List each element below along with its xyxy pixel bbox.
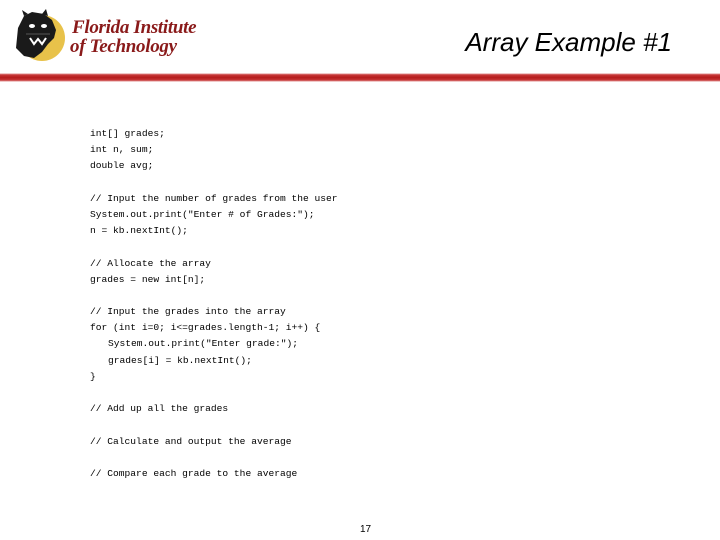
header-divider [0,73,720,82]
blank-line [90,288,338,304]
blank-line [90,450,338,466]
code-line: double avg; [90,160,154,172]
blank-line [90,385,338,401]
code-line: n = kb.nextInt(); [90,225,188,237]
code-block [90,126,338,482]
code-line: System.out.print("Enter # of Grades:"); [90,208,315,220]
code-line: int[] grades; [90,128,165,139]
blank-line [90,239,338,255]
logo-text-line2: of Technology [70,36,177,57]
code-comment: // Input the number of grades from the user [90,192,338,204]
university-logo [12,8,212,68]
logo-text-line1: Florida Institute [72,17,197,38]
code-comment: // Compare each grade to the average [90,467,298,479]
code-line: int n, sum; [90,144,154,156]
panther-logo-icon [12,8,68,64]
code-comment: // Calculate and output the average [90,435,292,447]
code-line: } [90,370,96,382]
page-number: 17 [360,524,372,535]
slide-title: Array Example #1 [465,27,672,57]
code-line: grades = new int[n]; [90,273,206,285]
blank-line [90,175,338,191]
code-comment: // Add up all the grades [90,403,229,415]
code-comment: // Allocate the array [90,257,211,269]
code-comment: // Input the grades into the array [90,306,286,318]
blank-line [90,417,338,433]
code-line: grades[i] = kb.nextInt(); [108,354,252,366]
code-line: for (int i=0; i<=grades.length-1; i++) { [90,322,321,334]
code-line: System.out.print("Enter grade:"); [108,338,298,350]
